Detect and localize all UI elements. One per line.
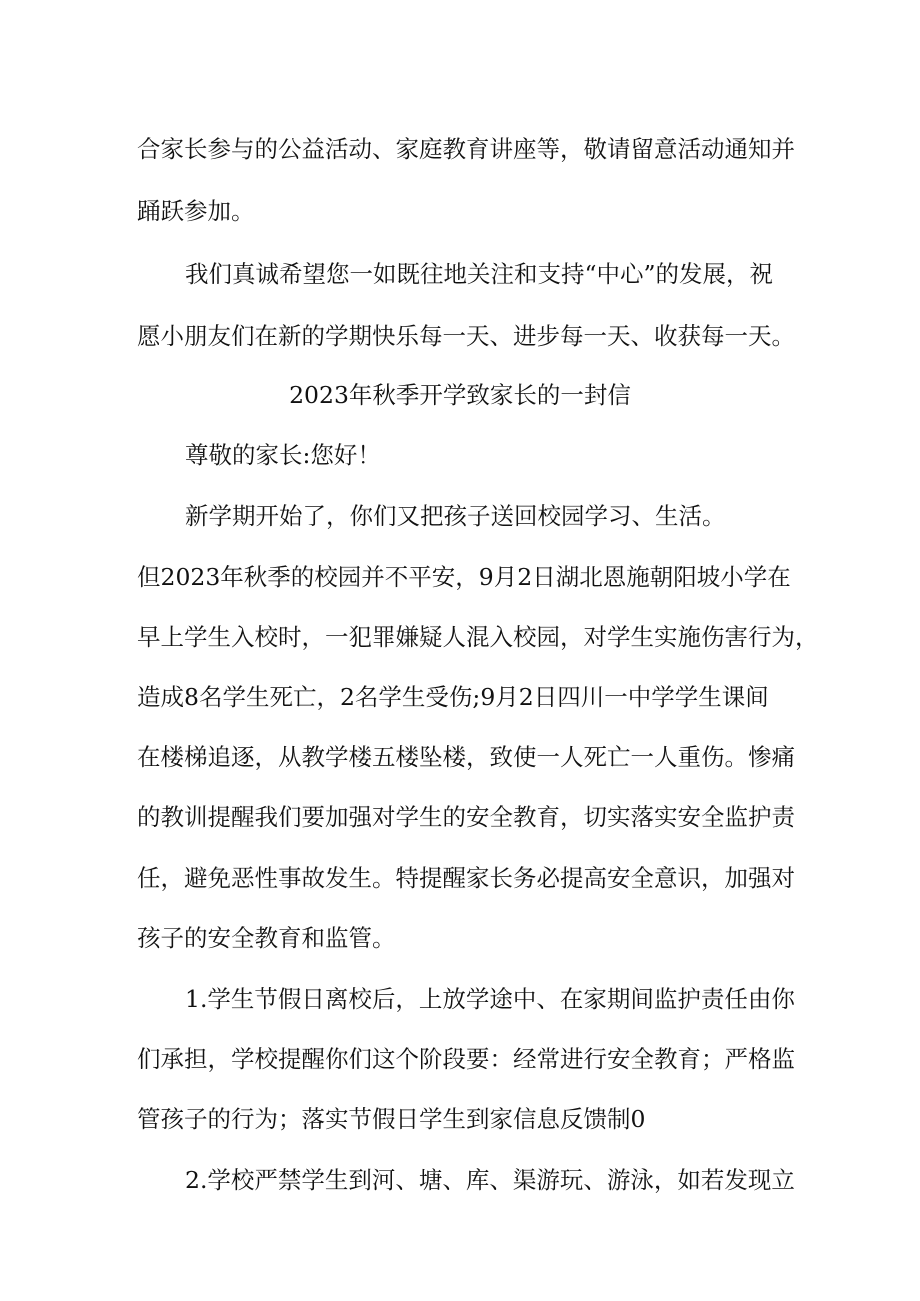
para3-line3: 早上学生入校时，一犯罪嫌疑人混入校园，对学生实施伤害行为， (137, 623, 819, 651)
item1-line1: 1.学生节假日离校后，上放学途中、在家期间监护责任由你 (185, 985, 795, 1013)
para2-line1: 我们真诚希望您一如既往地关注和支持“中心”的发展，祝 (185, 260, 774, 288)
para3-line4: 造成8名学生死亡，2名学生受伤;9月2日四川一中学学生课间 (137, 683, 769, 711)
para3-line8: 孩子的安全教育和监管。 (137, 924, 396, 952)
letter-title: 2023年秋季开学致家长的一封信 (289, 381, 631, 409)
item2-line1: 2.学校严禁学生到河、塘、库、渠游玩、游泳，如若发现立 (185, 1166, 795, 1194)
salutation: 尊敬的家长:您好！ (185, 441, 381, 469)
para3-line6: 的教训提醒我们要加强对学生的安全教育，切实落实安全监护责 (137, 803, 795, 831)
para3-line7: 任，避免恶性事故发生。特提醒家长务必提高安全意识，加强对 (137, 864, 795, 892)
para1-line2: 踊跃参加。 (137, 197, 255, 225)
para3-line5: 在楼梯追逐，从教学楼五楼坠楼，致使一人死亡一人重伤。惨痛 (137, 743, 795, 771)
item1-line2: 们承担，学校提醒你们这个阶段要：经常进行安全教育；严格监 (137, 1045, 795, 1073)
para1-line1: 合家长参与的公益活动、家庭教育讲座等，敬请留意活动通知并 (137, 135, 795, 163)
para3-line2: 但2023年秋季的校园并不平安，9月2日湖北恩施朝阳坡小学在 (137, 563, 791, 591)
para2-line2: 愿小朋友们在新的学期快乐每一天、进步每一天、收获每一天。 (137, 322, 795, 350)
item1-line3: 管孩子的行为；落实节假日学生到家信息反馈制0 (137, 1105, 646, 1133)
para3-line1: 新学期开始了，你们又把孩子送回校园学习、生活。 (185, 502, 726, 530)
